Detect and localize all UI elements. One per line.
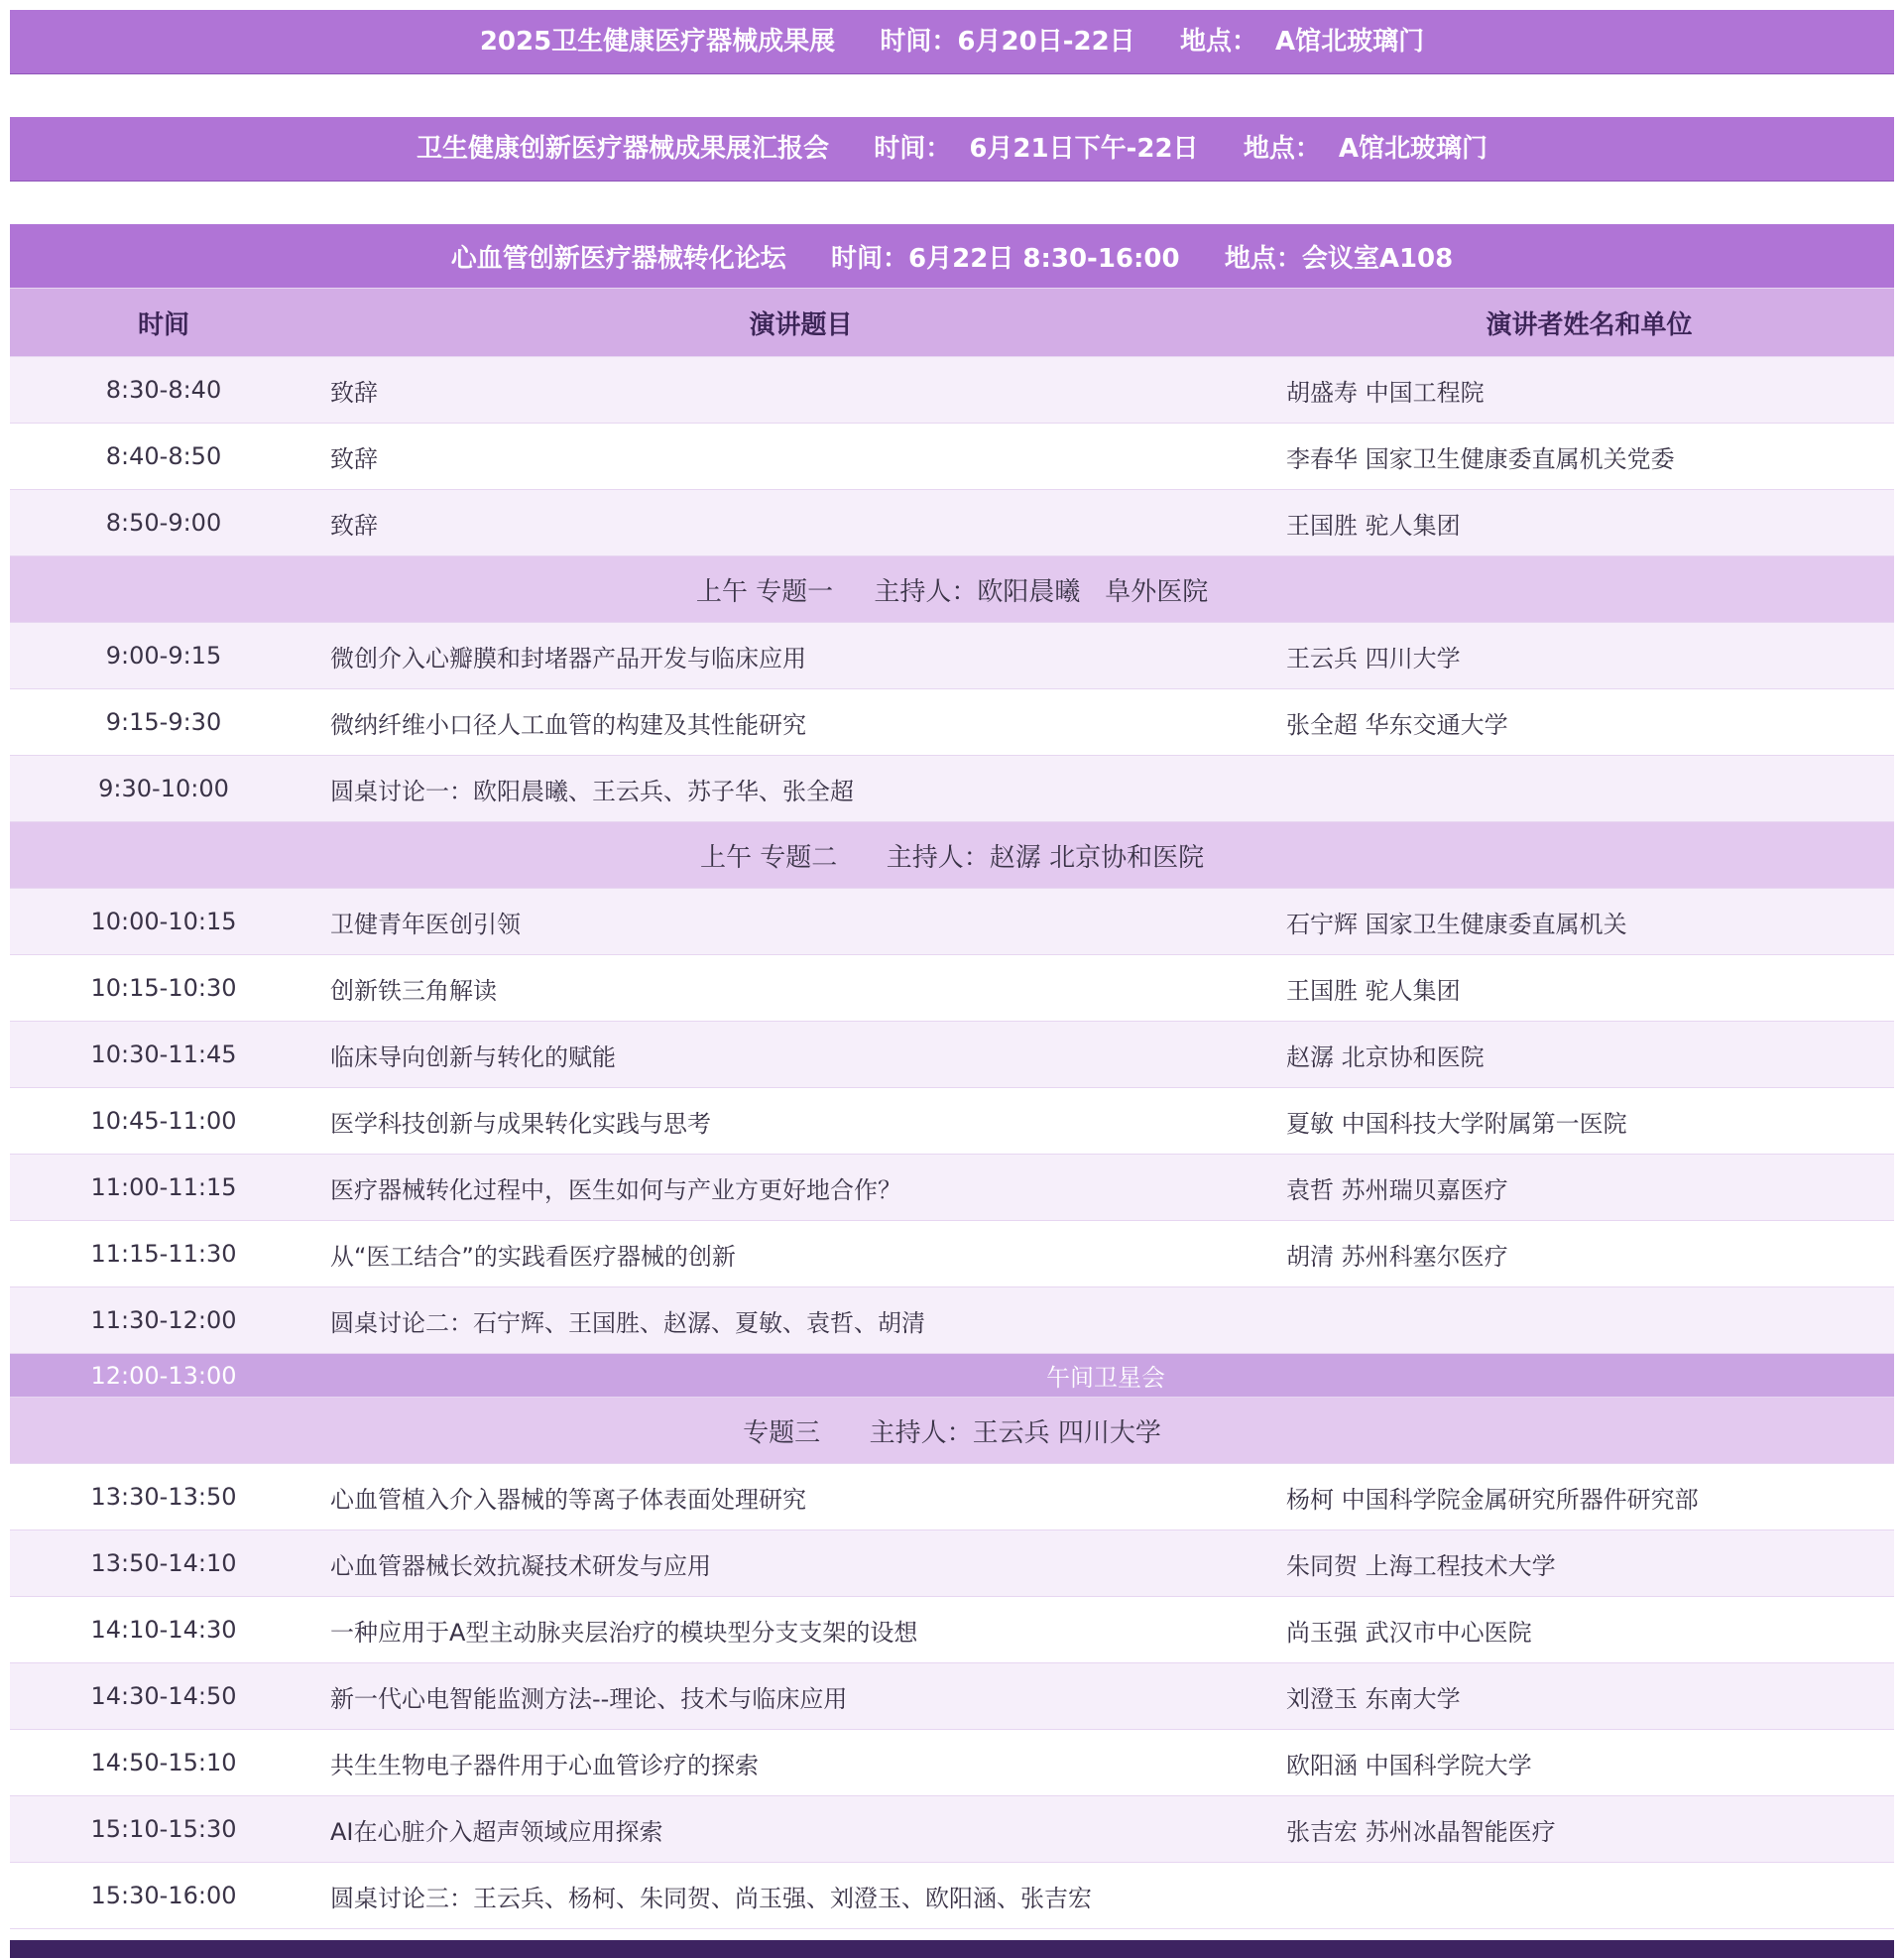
report-meeting-banner: 卫生健康创新医疗器械成果展汇报会 时间： 6月21日下午-22日 地点： A馆北玻璃门 — [10, 117, 1894, 182]
table-row — [10, 1022, 1894, 1088]
row-topic: 共生生物电子器件用于心血管诊疗的探索 — [317, 1730, 1284, 1796]
row-speaker: 王国胜 驼人集团 — [1284, 490, 1894, 556]
row-speaker — [1284, 756, 1894, 822]
table-row — [10, 1287, 1894, 1354]
row-speaker: 胡盛寿 中国工程院 — [1284, 357, 1894, 424]
expo-banner: 2025卫生健康医疗器械成果展 时间：6月20日-22日 地点： A馆北玻璃门 — [10, 10, 1894, 74]
row-speaker: 张吉宏 苏州冰晶智能医疗 — [1284, 1796, 1894, 1863]
table-row — [10, 1863, 1894, 1929]
row-time: 13:30-13:50 — [10, 1464, 317, 1530]
lunch-row — [10, 1354, 1894, 1398]
header-topic: 演讲题目 — [317, 289, 1284, 357]
row-time: 10:00-10:15 — [10, 889, 317, 955]
row-time: 8:50-9:00 — [10, 490, 317, 556]
row-topic: 从“医工结合”的实践看医疗器械的创新 — [317, 1221, 1284, 1287]
table-row — [10, 689, 1894, 756]
lunch-label: 午间卫星会 — [317, 1354, 1894, 1398]
table-row — [10, 1155, 1894, 1221]
row-speaker: 张全超 华东交通大学 — [1284, 689, 1894, 756]
table-row — [10, 490, 1894, 556]
row-time: 8:30-8:40 — [10, 357, 317, 424]
table-row — [10, 1597, 1894, 1663]
row-speaker: 赵潺 北京协和医院 — [1284, 1022, 1894, 1088]
column-header-row — [10, 289, 1894, 357]
row-time: 11:15-11:30 — [10, 1221, 317, 1287]
row-topic: 新一代心电智能监测方法--理论、技术与临床应用 — [317, 1663, 1284, 1730]
row-speaker: 夏敏 中国科技大学附属第一医院 — [1284, 1088, 1894, 1155]
row-topic: 圆桌讨论三：王云兵、杨柯、朱同贺、尚玉强、刘澄玉、欧阳涵、张吉宏 — [317, 1863, 1284, 1929]
table-row — [10, 1730, 1894, 1796]
table-row — [10, 1464, 1894, 1530]
row-time: 8:40-8:50 — [10, 424, 317, 490]
table-row — [10, 424, 1894, 490]
forum-schedule-table — [10, 224, 1894, 1929]
section-label: 专题三 主持人：王云兵 四川大学 — [10, 1398, 1894, 1464]
spacer — [10, 182, 1894, 224]
table-row — [10, 1221, 1894, 1287]
table-row — [10, 357, 1894, 424]
row-speaker: 朱同贺 上海工程技术大学 — [1284, 1530, 1894, 1597]
row-time: 9:00-9:15 — [10, 623, 317, 689]
row-speaker: 袁哲 苏州瑞贝嘉医疗 — [1284, 1155, 1894, 1221]
table-row — [10, 1663, 1894, 1730]
table-row — [10, 955, 1894, 1022]
spacer — [10, 74, 1894, 117]
row-time: 14:30-14:50 — [10, 1663, 317, 1730]
row-speaker — [1284, 1863, 1894, 1929]
row-speaker: 王云兵 四川大学 — [1284, 623, 1894, 689]
row-speaker: 欧阳涵 中国科学院大学 — [1284, 1730, 1894, 1796]
row-time: 11:30-12:00 — [10, 1287, 317, 1354]
row-time: 10:45-11:00 — [10, 1088, 317, 1155]
row-speaker: 尚玉强 武汉市中心医院 — [1284, 1597, 1894, 1663]
section-row — [10, 822, 1894, 889]
row-topic: 致辞 — [317, 357, 1284, 424]
row-topic: 医疗器械转化过程中，医生如何与产业方更好地合作？ — [317, 1155, 1284, 1221]
table-row — [10, 1088, 1894, 1155]
header-speaker: 演讲者姓名和单位 — [1284, 289, 1894, 357]
row-time: 9:15-9:30 — [10, 689, 317, 756]
row-speaker — [1284, 1287, 1894, 1354]
row-time: 11:00-11:15 — [10, 1155, 317, 1221]
table-row — [10, 889, 1894, 955]
row-time: 10:15-10:30 — [10, 955, 317, 1022]
forum-title-row — [10, 224, 1894, 289]
row-speaker: 李春华 国家卫生健康委直属机关党委 — [1284, 424, 1894, 490]
row-speaker: 杨柯 中国科学院金属研究所器件研究部 — [1284, 1464, 1894, 1530]
row-speaker: 王国胜 驼人集团 — [1284, 955, 1894, 1022]
row-speaker: 胡清 苏州科塞尔医疗 — [1284, 1221, 1894, 1287]
row-topic: 心血管植入介入器械的等离子体表面处理研究 — [317, 1464, 1284, 1530]
row-topic: AI在心脏介入超声领域应用探索 — [317, 1796, 1284, 1863]
row-time: 15:30-16:00 — [10, 1863, 317, 1929]
row-time: 15:10-15:30 — [10, 1796, 317, 1863]
row-topic: 卫健青年医创引领 — [317, 889, 1284, 955]
section-row — [10, 1398, 1894, 1464]
row-topic: 致辞 — [317, 490, 1284, 556]
row-topic: 致辞 — [317, 424, 1284, 490]
row-time: 10:30-11:45 — [10, 1022, 317, 1088]
forum-title: 心血管创新医疗器械转化论坛 时间：6月22日 8:30-16:00 地点：会议室A108 — [10, 224, 1894, 289]
row-topic: 创新铁三角解读 — [317, 955, 1284, 1022]
section-row — [10, 556, 1894, 623]
row-speaker: 石宁辉 国家卫生健康委直属机关 — [1284, 889, 1894, 955]
table-row — [10, 756, 1894, 822]
footer-bar — [10, 1940, 1894, 1958]
row-time: 9:30-10:00 — [10, 756, 317, 822]
row-topic: 圆桌讨论一：欧阳晨曦、王云兵、苏子华、张全超 — [317, 756, 1284, 822]
row-topic: 一种应用于A型主动脉夹层治疗的模块型分支支架的设想 — [317, 1597, 1284, 1663]
table-row — [10, 1530, 1894, 1597]
table-row — [10, 1796, 1894, 1863]
row-time: 13:50-14:10 — [10, 1530, 317, 1597]
row-time: 14:10-14:30 — [10, 1597, 317, 1663]
row-topic: 临床导向创新与转化的赋能 — [317, 1022, 1284, 1088]
section-label: 上午 专题二 主持人：赵潺 北京协和医院 — [10, 822, 1894, 889]
row-time: 14:50-15:10 — [10, 1730, 317, 1796]
row-topic: 心血管器械长效抗凝技术研发与应用 — [317, 1530, 1284, 1597]
row-topic: 医学科技创新与成果转化实践与思考 — [317, 1088, 1284, 1155]
header-time: 时间 — [10, 289, 317, 357]
table-row — [10, 623, 1894, 689]
row-topic: 微纳纤维小口径人工血管的构建及其性能研究 — [317, 689, 1284, 756]
row-topic: 微创介入心瓣膜和封堵器产品开发与临床应用 — [317, 623, 1284, 689]
section-label: 上午 专题一 主持人：欧阳晨曦 阜外医院 — [10, 556, 1894, 623]
lunch-time: 12:00-13:00 — [10, 1354, 317, 1398]
agenda-page — [10, 10, 1894, 1929]
row-speaker: 刘澄玉 东南大学 — [1284, 1663, 1894, 1730]
row-topic: 圆桌讨论二：石宁辉、王国胜、赵潺、夏敏、袁哲、胡清 — [317, 1287, 1284, 1354]
